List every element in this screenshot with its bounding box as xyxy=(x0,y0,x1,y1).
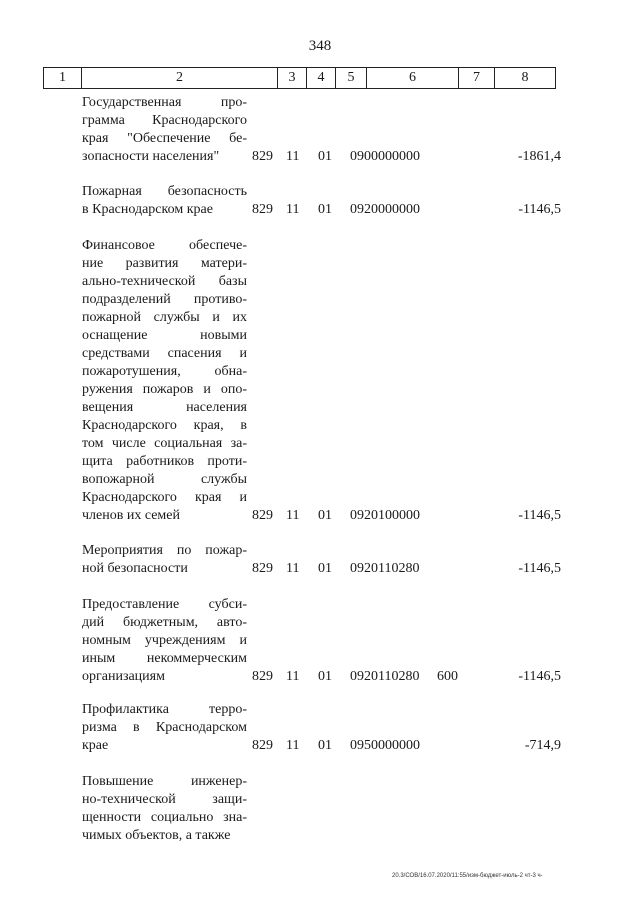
header-col-7: 7 xyxy=(459,68,495,88)
row-description-line: Краснодарского края и xyxy=(82,490,247,505)
row-description-line: Предоставление субси- xyxy=(82,597,247,612)
cell-section: 11 xyxy=(286,508,300,523)
cell-amount: -1861,4 xyxy=(517,149,561,164)
cell-target-article: 0920110280 xyxy=(350,669,420,684)
row-description-line: Повышение инженер- xyxy=(82,774,247,789)
page-number: 348 xyxy=(308,38,332,54)
cell-target-article: 0920100000 xyxy=(350,508,420,523)
row-description-line: ружения пожаров и опо- xyxy=(82,382,247,397)
row-description-line: вещения населения xyxy=(82,400,247,415)
cell-subsection: 01 xyxy=(318,669,332,684)
row-description xyxy=(82,773,247,845)
header-col-2: 2 xyxy=(82,68,278,88)
cell-ministry-code: 829 xyxy=(252,561,273,576)
cell-amount: -1146,5 xyxy=(518,202,561,217)
cell-subsection: 01 xyxy=(318,561,332,576)
cell-subsection: 01 xyxy=(318,738,332,753)
row-description xyxy=(82,237,247,525)
row-description-line: оснащение новыми xyxy=(82,328,247,343)
row-description-line: членов их семей xyxy=(82,508,180,523)
cell-ministry-code: 829 xyxy=(252,669,273,684)
cell-ministry-code: 829 xyxy=(252,149,273,164)
row-description-line: Финансовое обеспече- xyxy=(82,238,247,253)
row-description-line: иным некоммерческим xyxy=(82,651,247,666)
cell-amount: -1146,5 xyxy=(518,508,561,523)
row-description-line: подразделений противо- xyxy=(82,292,247,307)
row-description-line: чимых объектов, а также xyxy=(82,828,231,843)
row-description-line: крае xyxy=(82,738,109,753)
row-description-line: в Краснодарском крае xyxy=(82,202,213,217)
cell-subsection: 01 xyxy=(318,202,332,217)
cell-ministry-code: 829 xyxy=(252,508,273,523)
row-description-line: края "Обеспечение бе- xyxy=(82,131,247,146)
row-description xyxy=(82,701,247,755)
row-description-line: пожаротушения, обна- xyxy=(82,364,247,379)
row-description-line: ально-технической базы xyxy=(82,274,247,289)
row-description-line: вопожарной службы xyxy=(82,472,247,487)
header-col-8: 8 xyxy=(521,70,529,85)
cell-target-article: 0920000000 xyxy=(350,202,420,217)
cell-section: 11 xyxy=(286,149,300,164)
row-description-line: средствами спасения и xyxy=(82,346,247,361)
cell-expense-type: 600 xyxy=(437,669,458,684)
header-col-5: 5 xyxy=(336,68,367,88)
row-description-line: щенности социально зна- xyxy=(82,810,247,825)
header-col-6: 6 xyxy=(367,68,459,88)
row-description-line: но-технической защи- xyxy=(82,792,247,807)
row-description-line: ной безопасности xyxy=(82,561,188,576)
cell-ministry-code: 829 xyxy=(252,202,273,217)
row-description-line: Мероприятия по пожар- xyxy=(82,543,247,558)
cell-subsection: 01 xyxy=(318,149,332,164)
row-description-line: том числе социальная за- xyxy=(82,436,247,451)
row-description-line: ние развития матери- xyxy=(82,256,247,271)
row-description xyxy=(82,596,247,686)
row-description-line: дий бюджетным, авто- xyxy=(82,615,247,630)
cell-ministry-code: 829 xyxy=(252,738,273,753)
row-description-line: зопасности населения" xyxy=(82,149,220,164)
header-col-3: 3 xyxy=(278,68,307,88)
cell-section: 11 xyxy=(286,669,300,684)
row-description xyxy=(82,183,247,219)
cell-target-article: 0950000000 xyxy=(350,738,420,753)
row-description-line: номным учреждениям и xyxy=(82,633,247,648)
row-description-line: Краснодарского края, в xyxy=(82,418,247,433)
row-description xyxy=(82,542,247,578)
row-description-line: организациям xyxy=(82,669,165,684)
row-description-line: пожарной службы и их xyxy=(82,310,247,325)
cell-amount: -1146,5 xyxy=(518,669,561,684)
document-footer-stamp: 20.3/СОВ/16.07.2020/11:55/изм-бюджет-июль-2 чт-3 ч- xyxy=(392,873,543,879)
cell-amount: -714,9 xyxy=(524,738,561,753)
cell-section: 11 xyxy=(286,202,300,217)
row-description-line: Профилактика терро- xyxy=(82,702,247,717)
cell-amount: -1146,5 xyxy=(518,561,561,576)
header-col-1: 1 xyxy=(44,68,82,88)
header-col-4: 4 xyxy=(307,68,336,88)
cell-target-article: 0900000000 xyxy=(350,149,420,164)
row-description-line: Пожарная безопасность xyxy=(82,184,247,199)
row-description-line: грамма Краснодарского xyxy=(82,113,247,128)
row-description-line: Государственная про- xyxy=(82,95,247,110)
cell-subsection: 01 xyxy=(318,508,332,523)
row-description-line: щита работников проти- xyxy=(82,454,247,469)
cell-section: 11 xyxy=(286,561,300,576)
row-description-line: ризма в Краснодарском xyxy=(82,720,247,735)
row-description xyxy=(82,94,247,166)
cell-section: 11 xyxy=(286,738,300,753)
cell-target-article: 0920110280 xyxy=(350,561,420,576)
table-header-row xyxy=(43,67,556,89)
